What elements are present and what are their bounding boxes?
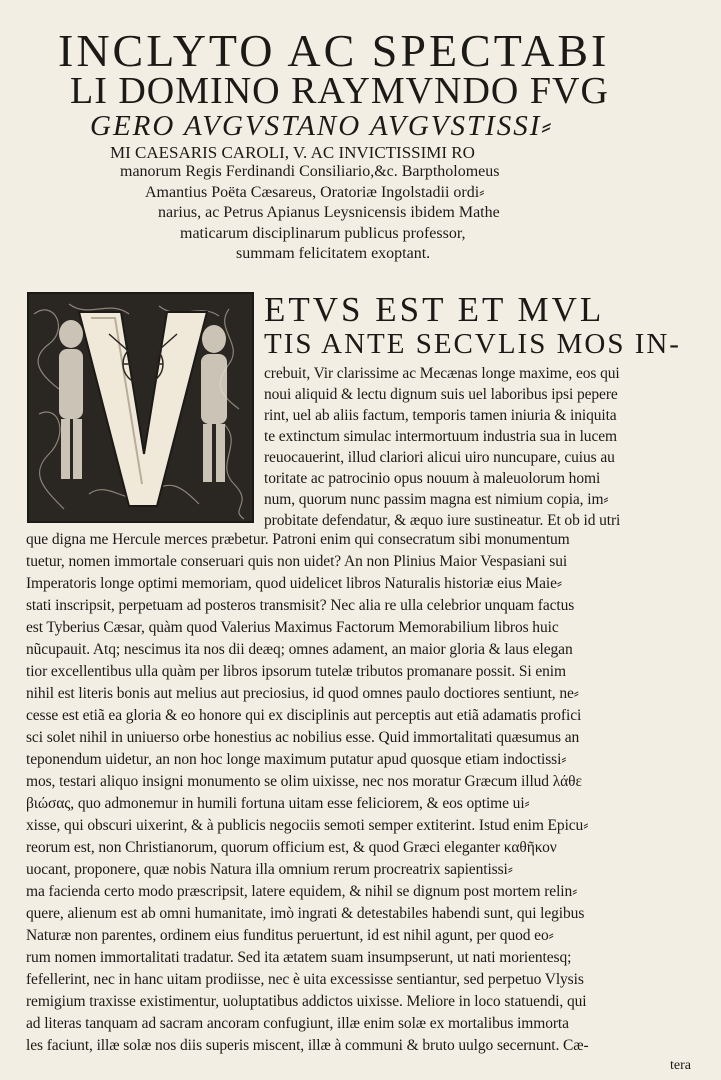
text-line: stati inscripsit, perpetuam ad posteros transmisit? Nec alia re ulla celebrior unquam factus — [26, 597, 575, 614]
text-line: toritate ac patrocinio opus nouum à maleuolorum homi — [264, 470, 601, 487]
dedication-line: manorum Regis Ferdinandi Consiliario,&c. Barptholomeus — [120, 163, 500, 180]
text-line: quere, alienum est ab omni humanitate, imò ingrati & detestabiles habendi sunt, qui legibus — [26, 905, 585, 922]
title-line-2: LI DOMINO RAYMVNDO FVG — [70, 70, 609, 112]
text-line: noui aliquid & lectu dignum suis uel laboribus ipsi pepere — [264, 386, 618, 403]
text-line: mos, testari aliquo insigni monumento se olim uixisse, nec nos moratur Græcum illud λάθε — [26, 773, 582, 790]
text-line: crebuit, Vir clarissime ac Mecænas longe maxime, eos qui — [264, 365, 620, 382]
dedication-line: summam felicitatem exoptant. — [236, 245, 431, 262]
text-line: reuocauerint, illud clariori alicui uiro nuncupare, cuius au — [264, 449, 615, 466]
title-line-3: GERO AVGVSTANO AVGVSTISSI⸗ — [90, 110, 554, 142]
text-line: nũcupauit. Atq; nescimus ita nos dii deæq; omnes adament, an maior gloria & laus elegan — [26, 641, 573, 658]
dedication-line: Amantius Poëta Cæsareus, Oratoriæ Ingolstadii ordi⸗ — [145, 184, 485, 201]
text-line: tuetur, nomen immortale conseruari quis non uidet? An non Plinius Maior Vespasiani sui — [26, 553, 568, 570]
text-line: te extinctum simulac intermortuum industria sua in lucem — [264, 428, 617, 445]
text-line: Imperatoris longe optimi memoriam, quod uidelicet libros Naturalis historiæ eius Maie⸗ — [26, 575, 562, 592]
text-line: fefellerint, nec in hanc uitam prodiisse, nec è uita excessisse sentiantur, sed perpetuo Vlysis — [26, 971, 584, 988]
text-line: xisse, qui obscuri uixerint, & à publicis negociis semoti semper extiterint. Istud enim Epicu⸗ — [26, 817, 589, 834]
text-line: probitate defendatur, & æquo iure sustineatur. Et ob id utri — [264, 512, 621, 529]
text-line: remigium traxisse existimentur, uoluptatibus addictos uixisse. Meliore in loco statuendi, qui — [26, 993, 587, 1010]
text-line: reorum est, non Christianorum, quorum officium est, & quod Græci eleganter καθῆκον — [26, 839, 557, 856]
text-line: cesse est etiã ea gloria & eo honore qui ex disciplinis aut perceptis aut etiã adamatis profici — [26, 707, 582, 724]
catchword: tera — [670, 1058, 691, 1073]
dedication-line: MI CAESARIS CAROLI, V. AC INVICTISSIMI RO — [110, 143, 475, 162]
text-line: que digna me Hercule merces præbetur. Patroni enim qui consecratum sibi monumentum — [26, 531, 570, 548]
text-line: sci solet nihil in uniuerso orbe honestius ac nobilius esse. Quid immortalitati quæsumus an — [26, 729, 580, 746]
text-line: uocant, proponere, quæ nobis Natura illa omnium rerum procreatrix sapientissi⸗ — [26, 861, 513, 878]
text-line: est Tyberius Cæsar, quàm quod Valerius Maximus Factorum Memorabilium libros huic — [26, 619, 559, 636]
text-line: teponendum uidetur, an non hoc longe maximum putatur apud quosque etiam indoctissi⸗ — [26, 751, 567, 768]
text-line: les faciunt, illæ solæ nos diis superis miscent, illæ à communi & bruto uulgo secernunt. Cæ- — [26, 1037, 589, 1054]
dedication-line: narius, ac Petrus Apianus Leysnicensis ibidem Mathe — [158, 204, 500, 221]
text-line: Naturæ non parentes, ordinem eius funditus peruertunt, id est nihil agunt, per quod eo⸗ — [26, 927, 554, 944]
text-line: tior excellentibus ulla quàm per libros ipsorum tutelæ tributos promanare possit. Si enim — [26, 663, 566, 680]
dedication-line: maticarum disciplinarum publicus professor, — [180, 225, 466, 242]
title-line-1: INCLYTO AC SPECTABI — [58, 25, 610, 76]
text-line: num, quorum nunc passim magna est nimium copia, im⸗ — [264, 491, 609, 508]
woodcut-illustration — [29, 294, 254, 523]
text-line: rum nomen immortalitati tradatur. Sed ita ætatem suam insumpserunt, ut nati morientesq; — [26, 949, 572, 966]
text-line: βιώσας, quo admonemur in humili fortuna uitam esse feliciorem, & eos optime ui⸗ — [26, 795, 530, 812]
opening-heading-line-2: TIS ANTE SECVLIS MOS IN- — [264, 328, 681, 360]
text-line: rint, uel ab aliis factum, temporis tamen iniuria & iniquita — [264, 407, 617, 424]
text-line: nihil est literis bonis aut melius aut preciosius, id quod omnes paulo doctiores sentiunt, ne⸗ — [26, 685, 579, 702]
text-line: ad literas tanquam ad sacram ancoram confugiunt, illæ enim solæ ex mortalibus immorta — [26, 1015, 569, 1032]
opening-heading-line-1: ETVS EST ET MVL — [264, 290, 605, 329]
text-line: ma facienda certo modo præscripsit, latere equidem, & nihil se dignum post mortem relin⸗ — [26, 883, 578, 900]
decorated-initial-v — [27, 292, 254, 523]
